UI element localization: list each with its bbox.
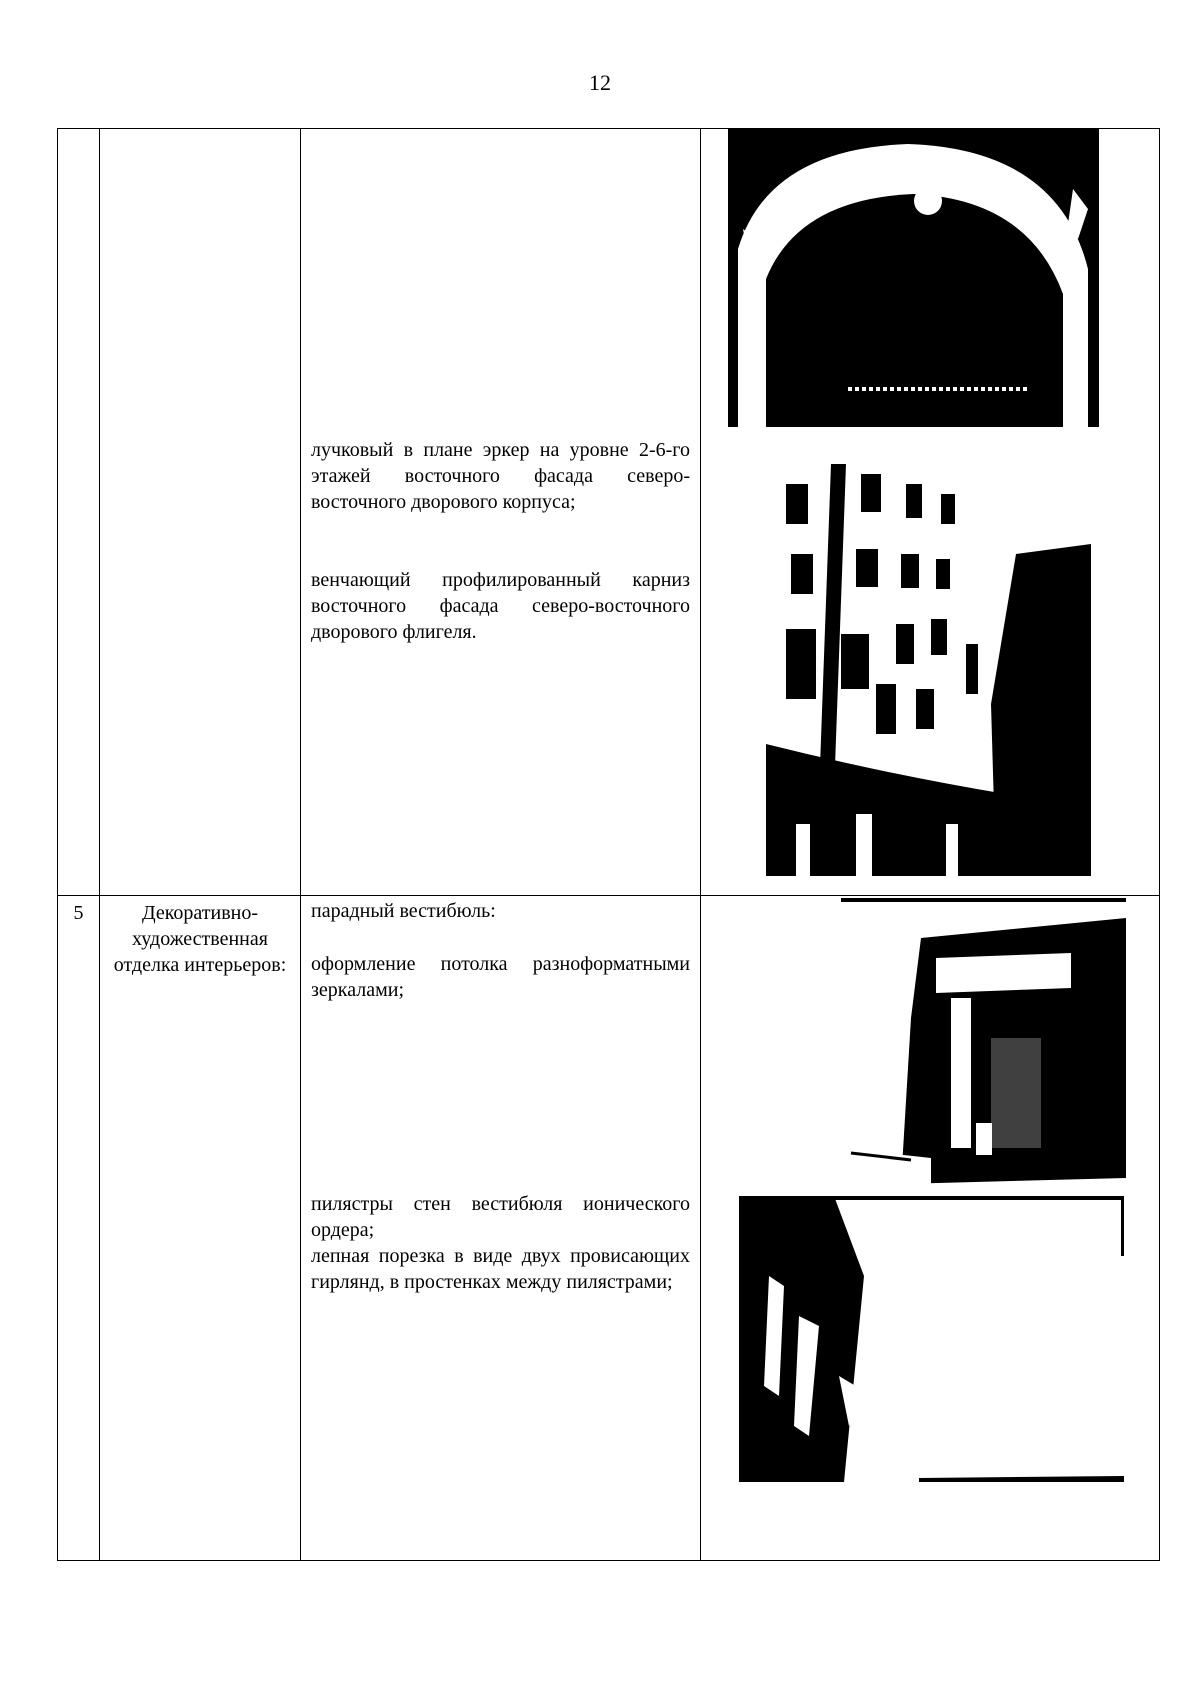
description-ceiling: оформление потолка разноформатными зеркалами; <box>311 953 690 1001</box>
table-row <box>58 896 1160 1561</box>
page-number: 12 <box>589 70 611 95</box>
category-label: Декоративно-художественная отделка интерьеров: <box>113 902 287 976</box>
photo-cell <box>701 896 1160 1561</box>
category-cell <box>100 896 301 1561</box>
row-number-cell <box>58 896 100 1561</box>
description-cell <box>301 129 701 896</box>
description-cornice: венчающий профилированный карниз восточного фасада северо-восточного дворового флигеля. <box>311 569 690 643</box>
description-vestibule: парадный вестибюль: <box>311 900 496 922</box>
row-number-cell <box>58 129 100 896</box>
vestibule-photo <box>841 898 1126 1184</box>
description-erker: лучковый в плане эркер на уровне 2-6-го этажей восточного фасада северо-восточного дворового корпуса; <box>311 439 690 513</box>
building-photo <box>766 444 1091 876</box>
table-row <box>58 129 1160 896</box>
description-garlands: лепная порезка в виде двух провисающих гирлянд, в простенках между пилястрами; <box>311 1245 690 1293</box>
pilaster-photo <box>739 1196 1124 1482</box>
description-cell <box>301 896 701 1561</box>
row-number: 5 <box>73 902 84 924</box>
arch-photo <box>728 129 1099 427</box>
row-number <box>58 129 99 135</box>
category-label <box>100 129 300 133</box>
photo-cell <box>701 129 1160 896</box>
category-cell <box>100 129 301 896</box>
heritage-table <box>57 128 1160 1561</box>
description-pilasters: пилястры стен вестибюля ионического ордера; <box>311 1193 690 1241</box>
